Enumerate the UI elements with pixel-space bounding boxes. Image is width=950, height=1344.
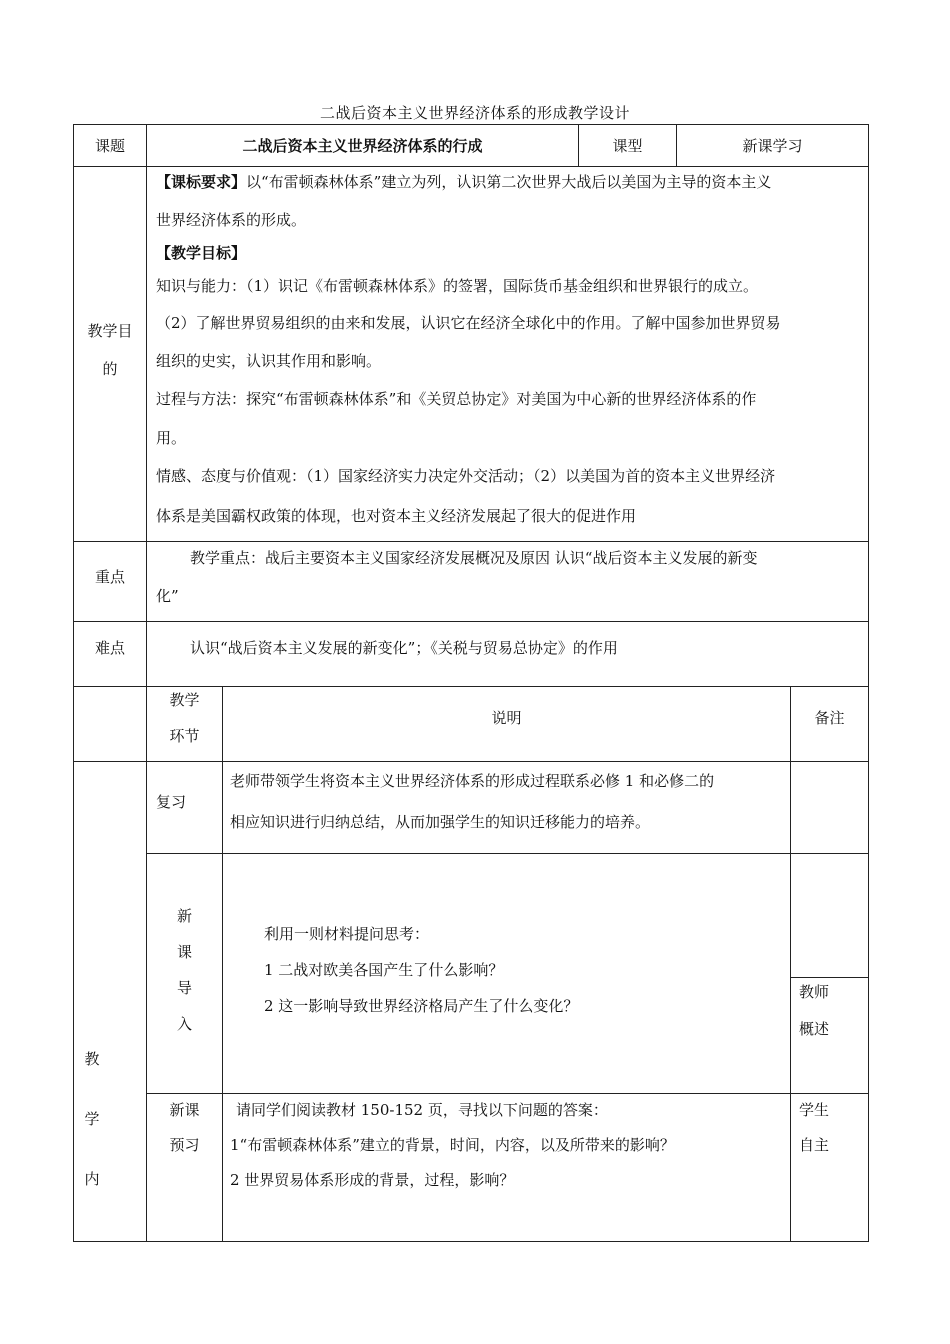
intro-line3: 2 这一影响导致世界经济格局产生了什么变化？ [264, 997, 579, 1015]
type-label: 课型 [612, 137, 643, 155]
process-line2: 用。 [156, 429, 187, 447]
grid-line [222, 686, 223, 1242]
document-title: 二战后资本主义世界经济体系的形成教学设计 [319, 104, 630, 122]
intro-line1: 利用一则材料提问思考： [264, 925, 430, 943]
intro-stage-char: 入 [176, 1015, 192, 1033]
stage-header-line1: 教学 [169, 691, 200, 709]
intro-stage-char: 课 [176, 943, 192, 961]
content-label-char: 内 [84, 1170, 100, 1188]
grid-line [73, 761, 869, 762]
preview-note-line1: 学生 [799, 1101, 830, 1119]
standard-line2: 世界经济体系的形成。 [156, 211, 307, 229]
preview-line1: 请同学们阅读教材 150-152 页，寻找以下问题的答案： [236, 1101, 608, 1119]
intro-note-line1: 教师 [799, 983, 830, 1001]
grid-line [146, 1093, 869, 1094]
key-points-label: 重点 [94, 568, 125, 586]
topic-label: 课题 [94, 137, 125, 155]
intro-stage-char: 新 [176, 907, 192, 925]
type-value: 新课学习 [742, 137, 803, 155]
review-line2: 相应知识进行归纳总结，从而加强学生的知识迁移能力的培养。 [230, 813, 651, 831]
stage-header-line2: 环节 [169, 727, 200, 745]
emotion-line2: 体系是美国霸权政策的体现，也对资本主义经济发展起了很大的促进作用 [156, 507, 637, 525]
process-line1: 过程与方法：探究“布雷顿森林体系”和《关贸总协定》对美国为中心新的世界经济体系的作 [156, 390, 757, 408]
content-label-char: 学 [84, 1110, 100, 1128]
review-stage: 复习 [156, 793, 187, 811]
standard-heading: 【课标要求】 [156, 173, 247, 191]
knowledge-line1: 知识与能力：（1）识记《布雷顿森林体系》的签署，国际货币基金组织和世界银行的成立。 [156, 277, 759, 295]
difficulties-label: 难点 [94, 639, 125, 657]
content-label-char: 教 [84, 1050, 100, 1068]
grid-line [146, 853, 869, 854]
review-line1: 老师带领学生将资本主义世界经济体系的形成过程联系必修 1 和必修二的 [230, 772, 715, 790]
objectives-label-line2: 的 [102, 360, 118, 378]
emotion-line1: 情感、态度与价值观：（1）国家经济实力决定外交活动；（2）以美国为首的资本主义世界经济 [156, 467, 776, 485]
preview-stage-line1: 新课 [169, 1101, 200, 1119]
grid-line [73, 1241, 869, 1242]
key-points-line1: 教学重点：战后主要资本主义国家经济发展概况及原因 认识“战后资本主义发展的新变 [190, 549, 758, 567]
preview-stage-line2: 预习 [169, 1136, 200, 1154]
grid-line [73, 124, 869, 125]
key-points-line2: 化” [156, 587, 179, 605]
knowledge-line3: 组织的史实，认识其作用和影响。 [156, 352, 382, 370]
grid-line [146, 686, 147, 1242]
grid-line [73, 621, 869, 622]
intro-line2: 1 二战对欧美各国产生了什么影响？ [264, 961, 504, 979]
grid-line [790, 977, 869, 978]
difficulties-text: 认识“战后资本主义发展的新变化”；《关税与贸易总协定》的作用 [190, 639, 618, 657]
grid-line [73, 166, 869, 167]
standard-line1 [156, 172, 771, 192]
grid-line [73, 124, 74, 1242]
intro-note-line2: 概述 [799, 1020, 830, 1038]
desc-header: 说明 [491, 709, 522, 727]
standard-text: 以“布雷顿森林体系”建立为列，认识第二次世界大战后以美国为主导的资本主义 [246, 173, 772, 191]
topic-value: 二战后资本主义世界经济体系的行成 [242, 137, 483, 155]
intro-stage-char: 导 [176, 979, 192, 997]
objectives-label-line1: 教学目 [87, 322, 133, 340]
preview-line2: 1“布雷顿森林体系”建立的背景，时间，内容，以及所带来的影响？ [230, 1136, 675, 1154]
grid-line [73, 686, 869, 687]
grid-line [73, 541, 869, 542]
grid-line [146, 166, 147, 686]
goals-heading: 【教学目标】 [156, 244, 247, 262]
grid-line [790, 686, 791, 1242]
note-header: 备注 [814, 709, 845, 727]
grid-line [868, 124, 869, 1242]
knowledge-line2: （2）了解世界贸易组织的由来和发展，认识它在经济全球化中的作用。了解中国参加世界贸易 [156, 314, 781, 332]
preview-line3: 2 世界贸易体系形成的背景，过程，影响？ [230, 1171, 515, 1189]
preview-note-line2: 自主 [799, 1136, 830, 1154]
